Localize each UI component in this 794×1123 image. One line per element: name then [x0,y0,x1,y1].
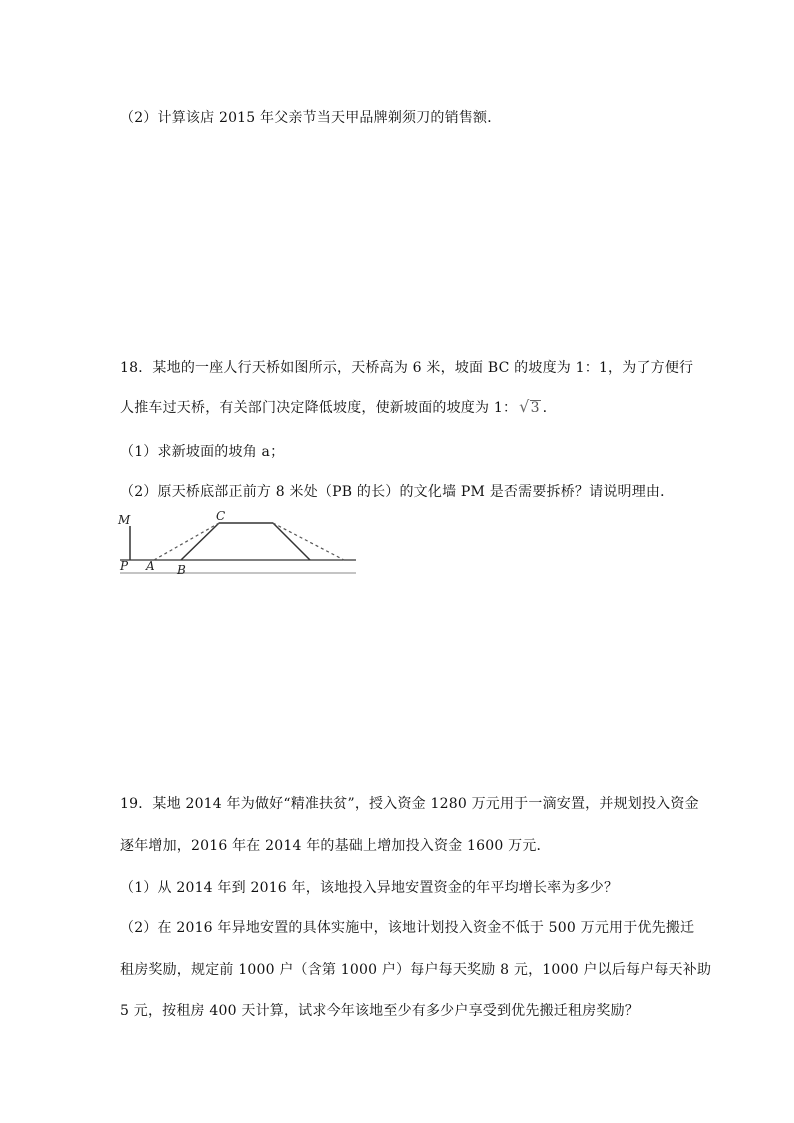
q18-line2-text: 人推车过天桥，有关部门决定降低坡度，使新坡面的坡度为 1： [120,400,518,416]
label-p: P [120,559,129,573]
q18-part2: （2）原天桥底部正前方 8 米处（PB 的长）的文化墙 PM 是否需要拆桥？请说明理由． [120,484,675,500]
slope-right [273,523,310,560]
sqrt-value: 3 [530,400,540,416]
bridge-figure [116,508,360,580]
label-m: M [118,513,131,527]
q18-line2-end: . [542,400,548,416]
sqrt-sign: √ [519,397,530,416]
q19-line2: 逐年增加，2016 年在 2014 年的基础上增加投入资金 1600 万元． [120,838,551,854]
q18-line1: 18．某地的一座人行天桥如图所示，天桥高为 6 米，坡面 BC 的坡度为 1：1，为了方便行 [120,360,694,376]
q19-part2-line3: 5 元，按租房 400 天计算，试求今年该地至少有多少户享受到优先搬迁租房奖励？ [120,1003,639,1019]
label-c: C [216,509,226,523]
q17-part2: （2）计算该店 2015 年父亲节当天甲品牌剃须刀的销售额． [120,110,502,126]
q19-part1: （1）从 2014 年到 2016 年，该地投入异地安置资金的年平均增长率为多少？ [120,880,619,896]
q19-part2-line2: 租房奖励，规定前 1000 户（含第 1000 户）每户每天奖励 8 元，1000 户以后每户每天补助 [120,962,712,978]
q18-line2 [120,398,547,417]
q18-part1: （1）求新坡面的坡角 a； [120,444,285,460]
new-slope-right [273,523,344,560]
q19-part2-line1: （2）在 2016 年异地安置的具体实施中，该地计划投入资金不低于 500 万元用于优先搬迁 [120,920,695,936]
q19-line1: 19．某地 2014 年为做好“精准扶贫”，授入资金 1280 万元用于一滴安置，并规划投入资金 [120,796,699,812]
label-b: B [177,563,186,577]
label-a: A [146,559,155,573]
sqrt-3-formula [519,398,541,417]
